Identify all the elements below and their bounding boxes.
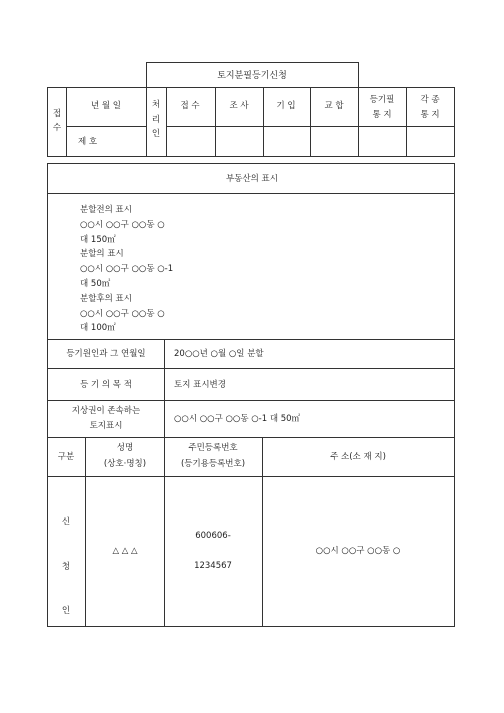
- main-table-line: [164, 437, 165, 626]
- name-header-2: (상호·명칭): [103, 459, 147, 469]
- top-table-line: [263, 87, 264, 156]
- main-table-line: [47, 476, 455, 477]
- handler-label-char: 리: [151, 114, 161, 125]
- applicant-id-2: 1234567: [194, 561, 232, 571]
- main-table-line: [164, 339, 165, 437]
- cause-date-value: 20○○년 ○월 ○일 분할: [174, 349, 264, 359]
- purpose-label: 등 기 의 목 적: [80, 380, 132, 390]
- superficies-label-1: 지상권이 존속하는: [71, 406, 141, 416]
- title-box-right: [358, 62, 359, 156]
- id-header-2: (등기용등록번호): [180, 459, 246, 469]
- applicant-id-1: 600606-: [195, 531, 231, 541]
- property-line: 대 100㎡: [80, 323, 116, 334]
- top-table-line: [166, 87, 167, 156]
- property-line: 분할의 표시: [80, 249, 124, 260]
- handler-label: [150, 101, 162, 139]
- main-table-line: [47, 400, 455, 401]
- top-table-left: [47, 87, 48, 156]
- applicant-label-char: 청: [61, 562, 71, 572]
- property-heading: 부동산의 표시: [226, 174, 278, 184]
- property-line: 분할후의 표시: [80, 293, 132, 304]
- top-table-line: [310, 87, 311, 156]
- title-box-top: [146, 62, 358, 63]
- various-notice-1: 각 종: [420, 95, 440, 105]
- various-notice-2: 통 지: [420, 110, 440, 120]
- main-table-right: [454, 163, 455, 626]
- main-table-line: [47, 368, 455, 369]
- receipt-label-char: 접: [52, 109, 62, 119]
- category-header: 구분: [57, 452, 75, 462]
- cause-date-label: 등기원인과 그 연월일: [66, 349, 146, 359]
- superficies-label-2: 토지표시: [89, 421, 123, 431]
- col-inspection: 조 사: [229, 101, 249, 111]
- property-line: 분할전의 표시: [80, 205, 132, 215]
- property-line: 대 150㎡: [80, 234, 116, 245]
- main-table-line: [47, 339, 455, 340]
- top-table-line: [406, 87, 407, 156]
- main-table-top: [47, 163, 455, 164]
- number-label: 제 호: [78, 137, 98, 147]
- property-line: 대 50㎡: [80, 278, 111, 289]
- main-table-left: [47, 163, 48, 626]
- main-table-bottom: [47, 626, 455, 627]
- main-table-line: [47, 193, 455, 194]
- property-description: [80, 203, 173, 336]
- top-table-top: [47, 87, 454, 88]
- col-collation: 교 합: [324, 101, 344, 111]
- receipt-label-char: 수: [52, 122, 62, 133]
- applicant-label-char: 인: [61, 606, 71, 616]
- applicant-label-char: 신: [61, 517, 71, 527]
- date-label: 년 월 일: [90, 101, 122, 111]
- purpose-value: 토지 표시변경: [174, 380, 226, 390]
- title-box-left: [146, 62, 147, 156]
- property-line: ○○시 ○○구 ○○동 ○: [80, 219, 165, 230]
- name-header-1: 성명: [116, 443, 134, 453]
- applicant-name: △ △ △: [112, 546, 138, 556]
- col-receipt: 접 수: [180, 101, 200, 111]
- handler-label-char: 인: [151, 129, 161, 139]
- form-title: 토지분필등기신청: [217, 71, 287, 81]
- receipt-label: [51, 110, 63, 132]
- top-table-line: [66, 126, 146, 127]
- property-line: ○○시 ○○구 ○○동 ○: [80, 308, 165, 319]
- id-header-1: 주민등록번호: [188, 443, 238, 453]
- main-table-line: [85, 437, 86, 626]
- top-table-line: [215, 87, 216, 156]
- property-line: ○○시 ○○구 ○○동 ○-1: [80, 264, 174, 275]
- handler-label-char: 처: [151, 100, 161, 110]
- completion-notice-1: 등기필: [369, 95, 395, 105]
- top-table-right: [454, 87, 455, 156]
- completion-notice-2: 통 지: [372, 110, 392, 120]
- address-header: 주 소(소 재 지): [330, 452, 386, 462]
- main-table-line: [262, 437, 263, 626]
- col-entry: 기 입: [276, 101, 296, 111]
- applicant-address: ○○시 ○○구 ○○동 ○: [315, 546, 401, 556]
- top-table-bottom: [47, 156, 455, 157]
- superficies-value: ○○시 ○○구 ○○동 ○-1 대 50㎡: [174, 414, 301, 424]
- main-table-line: [47, 437, 455, 438]
- top-table-line: [66, 87, 67, 156]
